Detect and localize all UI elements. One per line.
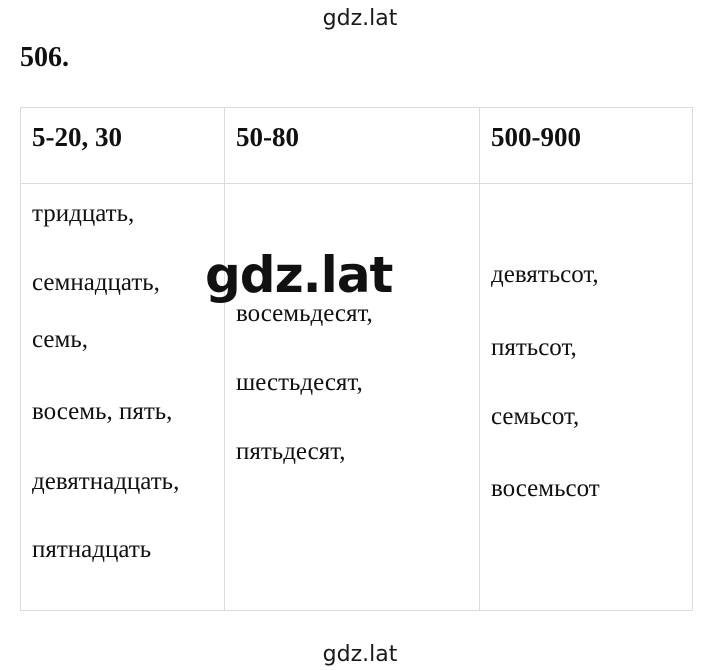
- table-cell: семь,: [32, 326, 88, 353]
- header-cell: 50-80: [236, 122, 299, 152]
- number-table: [20, 107, 693, 611]
- table-cell: девятьсот,: [491, 261, 599, 288]
- header-divider: [21, 183, 692, 184]
- table-cell: восемьсот: [491, 475, 600, 502]
- table-cell: пятьдесят,: [236, 438, 346, 465]
- task-number: 506.: [20, 42, 69, 73]
- header-cell: 5-20, 30: [32, 122, 122, 152]
- table-cell: пятнадцать: [32, 536, 152, 563]
- header-cell: 500-900: [491, 122, 581, 152]
- table-cell: пятьсот,: [491, 334, 577, 361]
- table-cell: тридцать,: [32, 200, 135, 227]
- table-cell: восемьдесят,: [236, 300, 373, 327]
- watermark-top: gdz.lat: [322, 6, 398, 31]
- watermark-center: gdz.lat: [205, 246, 393, 304]
- table-cell: семнадцать,: [32, 269, 160, 296]
- table-cell: шестьдесят,: [236, 369, 363, 396]
- table-cell: девятнадцать,: [32, 468, 180, 495]
- watermark-bottom: gdz.lat: [322, 642, 398, 667]
- table-cell: семьсот,: [491, 403, 580, 430]
- table-cell: восемь, пять,: [32, 398, 173, 425]
